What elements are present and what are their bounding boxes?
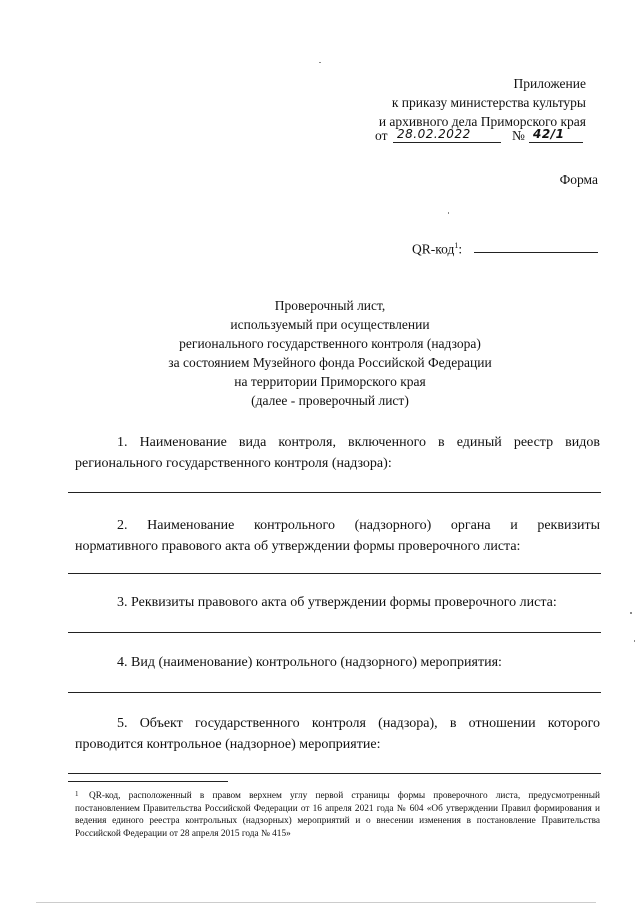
order-line-1: к приказу министерства культуры	[391, 95, 586, 110]
item-4-line-1: 4. Вид (наименование) контрольного (надзорного) мероприятия:	[117, 655, 502, 670]
qr-code-field	[412, 236, 612, 258]
number-label: №	[512, 128, 525, 143]
qr-underline	[474, 252, 598, 253]
item-1-line-1: 1. Наименование вида контроля, включенного в единый реестр видов	[117, 435, 600, 450]
form-label: Форма	[559, 172, 598, 187]
order-date: 28.02.2022	[397, 127, 471, 141]
from-label: от	[375, 128, 388, 143]
footnote-separator	[68, 781, 228, 782]
item-1	[75, 432, 600, 474]
scan-speck	[448, 212, 449, 214]
title-line-4: за состоянием Музейного фонда Российской Федерации	[168, 355, 492, 370]
scan-bottom-edge	[36, 902, 596, 903]
footnote-text: QR-код, расположенный в правом верхнем углу первой страницы формы проверочного листа, предусмотренный постановлением Правительства Российской Федерации от 16 апреля 2021 года № 604 «Об утверждении Правил формирования и ведения единого реестра контрольных (надзорных) мероприятий и о внесении изменения в постановление Правительства Российской Федерации от 28 апреля 2015 года № 415»	[75, 791, 600, 839]
item-2	[75, 515, 600, 557]
item-3-line-1: 3. Реквизиты правового акта об утверждении формы проверочного листа:	[117, 595, 557, 610]
item-5	[75, 713, 600, 755]
order-date-line	[375, 126, 595, 148]
qr-colon: :	[458, 241, 463, 257]
footnote	[75, 790, 600, 840]
title-line-2: используемый при осуществлении	[230, 317, 430, 332]
qr-label: QR-код	[412, 241, 455, 257]
item-2-line-2: нормативного правового акта об утверждении формы проверочного листа:	[75, 539, 521, 554]
item-2-answer-line	[68, 573, 601, 574]
appendix-title: Приложение	[513, 76, 586, 91]
order-line-2: и архивного дела Приморского края	[378, 114, 586, 129]
item-4-answer-line	[68, 692, 601, 693]
document-title	[130, 296, 530, 410]
item-4	[117, 652, 607, 673]
title-line-3: регионального государственного контроля (надзора)	[179, 336, 481, 351]
qr-footnote-mark: 1	[454, 241, 459, 250]
item-3-answer-line	[68, 632, 601, 633]
item-5-line-1: 5. Объект государственного контроля (надзора), в отношении которого	[117, 716, 600, 731]
item-5-line-2: проводится контрольное (надзорное) мероприятие:	[75, 737, 381, 752]
item-2-line-1: 2. Наименование контрольного (надзорного) органа и реквизиты	[117, 518, 600, 533]
scan-speck	[634, 640, 635, 642]
title-line-1: Проверочный лист,	[274, 298, 386, 313]
date-underline	[393, 142, 501, 143]
item-1-line-2: регионального государственного контроля (надзора):	[75, 456, 392, 471]
item-1-answer-line	[68, 492, 601, 493]
item-5-answer-line	[68, 773, 601, 774]
title-line-5: на территории Приморского края	[234, 374, 426, 389]
item-3	[117, 592, 607, 613]
title-line-6: (далее - проверочный лист)	[251, 393, 409, 408]
number-underline	[529, 142, 583, 143]
order-number: 42/1	[533, 127, 565, 141]
scan-speck	[630, 612, 632, 614]
footnote-mark: 1	[75, 790, 79, 798]
scan-speck	[319, 62, 321, 63]
